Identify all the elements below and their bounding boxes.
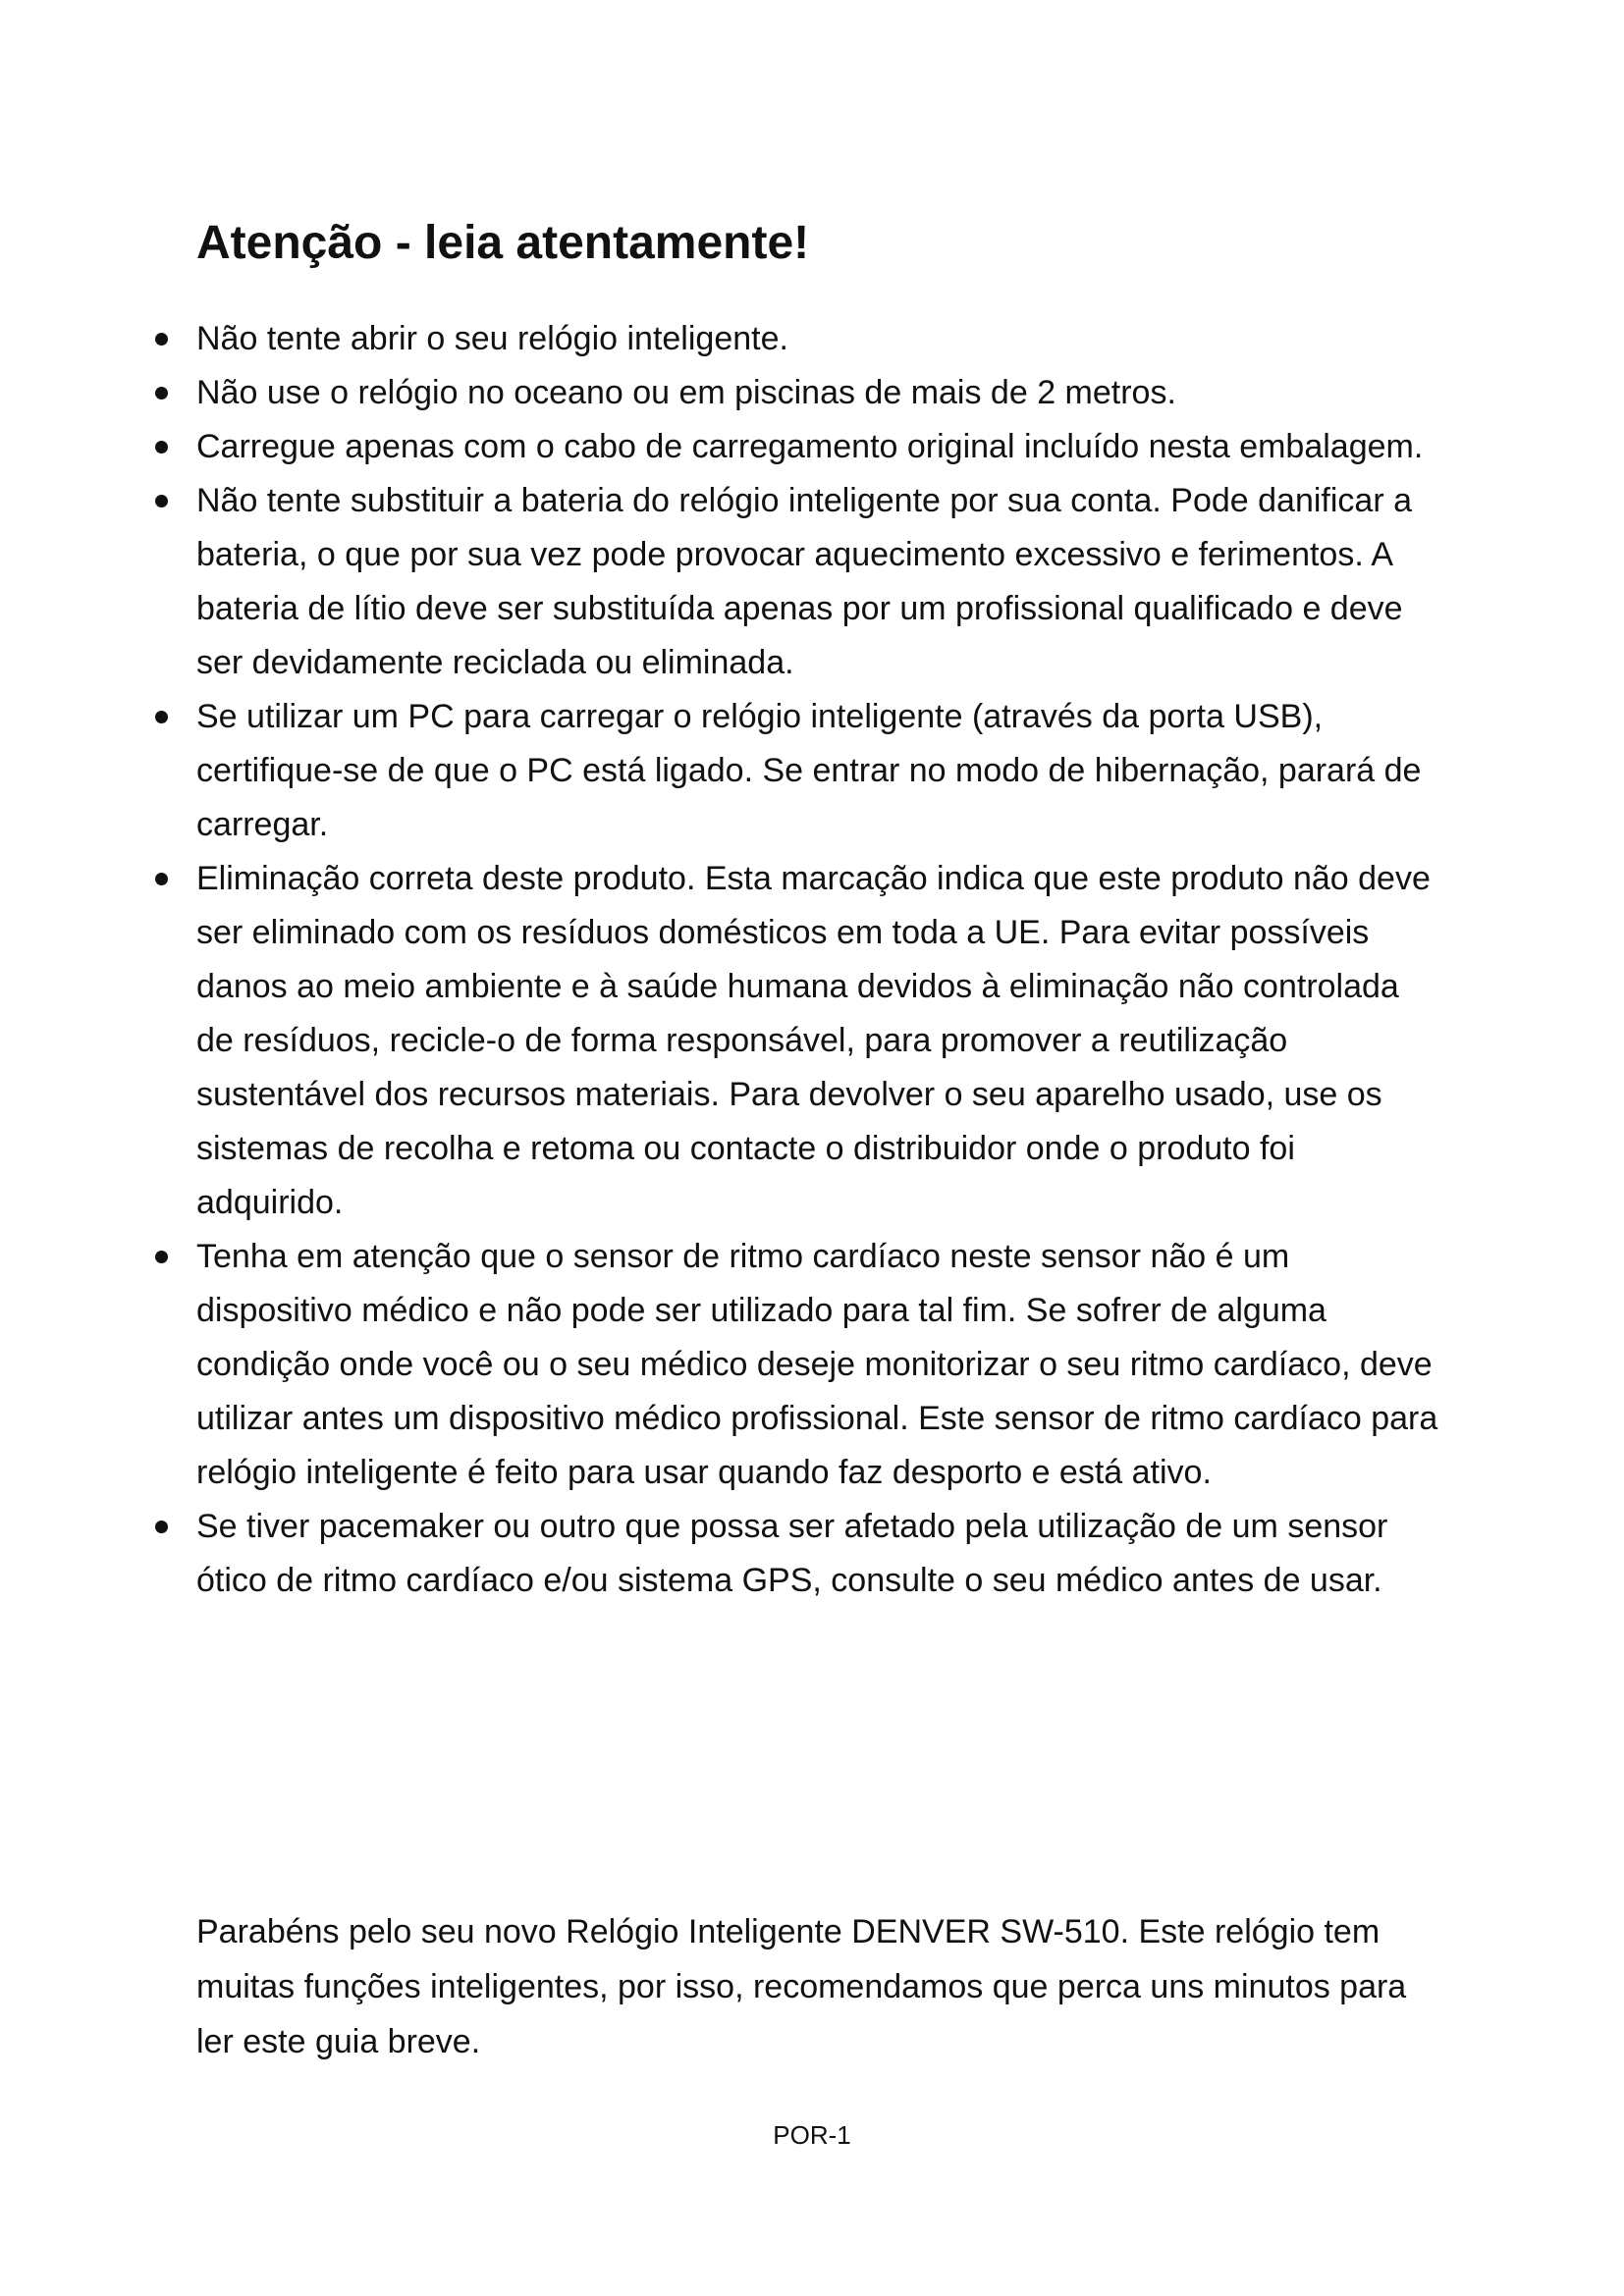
bullet-icon	[155, 387, 168, 400]
warning-text: Tenha em atenção que o sensor de ritmo cardíaco neste sensor não é um dispositivo médico e não pode ser utilizado para tal fim. Se sofrer de alguma condição onde você ou o seu médico deseje monitorizar o seu ritmo cardíaco, deve utilizar antes um dispositivo médico profissional. Este sensor de ritmo cardíaco para relógio inteligente é feito para usar quando faz desporto e está ativo.	[196, 1238, 1438, 1491]
warning-text: Eliminação correta deste produto. Esta marcação indica que este produto não deve ser eliminado com os resíduos domésticos em toda a UE. Para evitar possíveis danos ao meio ambiente e à saúde humana devidos à eliminação não controlada de resíduos, recicle-o de forma responsável, para promover a reutilização sustentável dos recursos materiais. Para devolver o seu aparelho usado, use os sistemas de recolha e retoma ou contacte o distribuidor onde o produto foi adquirido.	[196, 860, 1431, 1221]
list-item	[196, 852, 1443, 1230]
list-item	[196, 312, 1443, 366]
list-item	[196, 1500, 1443, 1608]
page-title: Atenção - leia atentamente!	[196, 217, 810, 269]
warning-text: Se tiver pacemaker ou outro que possa ser afetado pela utilização de um sensor ótico de ritmo cardíaco e/ou sistema GPS, consulte o seu médico antes de usar.	[196, 1508, 1388, 1599]
warning-text: Não tente substituir a bateria do relógio inteligente por sua conta. Pode danificar a bateria, o que por sua vez pode provocar aquecimento excessivo e ferimentos. A bateria de lítio deve ser substituída apenas por um profissional qualificado e deve ser devidamente reciclada ou eliminada.	[196, 482, 1413, 681]
page-number: POR-1	[773, 2120, 851, 2150]
bullet-icon	[155, 711, 168, 723]
bullet-icon	[155, 873, 168, 885]
bullet-icon	[155, 333, 168, 346]
bullet-icon	[155, 441, 168, 454]
warning-text: Se utilizar um PC para carregar o relógio inteligente (através da porta USB), certifique-se de que o PC está ligado. Se entrar no modo de hibernação, parará de carregar.	[196, 698, 1422, 843]
bullet-icon	[155, 1521, 168, 1533]
bullet-icon	[155, 1251, 168, 1263]
list-item	[196, 366, 1443, 420]
warnings-list	[196, 312, 1443, 1608]
bullet-icon	[155, 495, 168, 507]
warning-text: Carregue apenas com o cabo de carregamento original incluído nesta embalagem.	[196, 428, 1424, 465]
list-item	[196, 474, 1443, 690]
list-item	[196, 1230, 1443, 1500]
list-item	[196, 420, 1443, 474]
list-item	[196, 690, 1443, 852]
warning-text: Não tente abrir o seu relógio inteligente.	[196, 320, 788, 357]
warning-text: Não use o relógio no oceano ou em piscinas de mais de 2 metros.	[196, 374, 1176, 411]
intro-paragraph: Parabéns pelo seu novo Relógio Inteligente DENVER SW-510. Este relógio tem muitas funções inteligentes, por isso, recomendamos que perca uns minutos para ler este guia breve.	[196, 1913, 1407, 2060]
